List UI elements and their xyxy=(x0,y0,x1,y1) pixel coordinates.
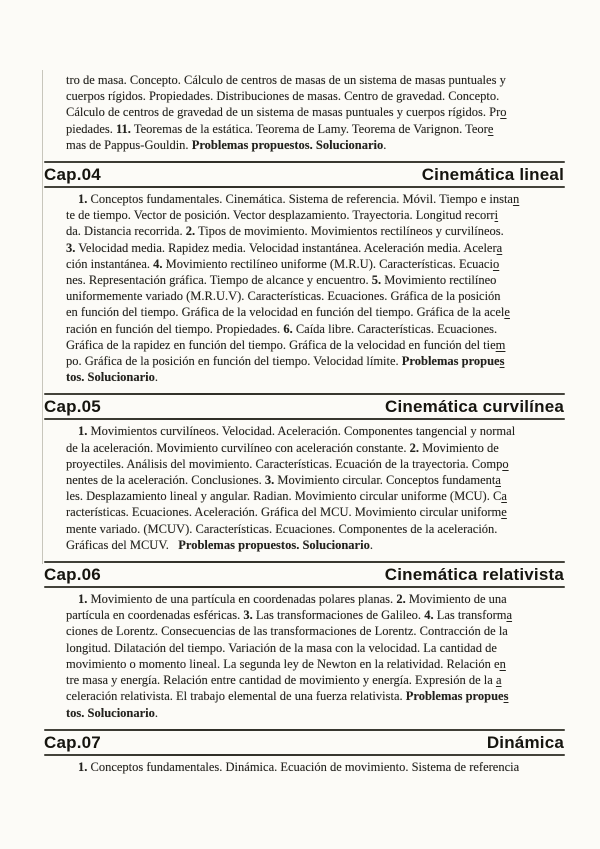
text-line: cuerpos rígidos. Propiedades. Distribuciones de masas. Centro de gravedad. Concepto. xyxy=(66,89,500,104)
text-line: 1. Movimiento de una partícula en coordenadas polares planas. 2. Movimiento de una xyxy=(78,592,507,607)
chapter-title: Cinemática relativista xyxy=(384,565,564,585)
header-underline xyxy=(44,586,565,588)
header-underline xyxy=(44,754,565,756)
text-line: ración en función del tiempo. Propiedades. 6. Caída libre. Características. Ecuaciones. xyxy=(66,321,498,336)
chapter-section-cap07 xyxy=(44,729,565,775)
chapter-label: Cap.06 xyxy=(44,565,101,585)
text-line: mas de Pappus-Gouldin. Problemas propuestos. Solucionario. xyxy=(66,137,387,152)
chapter-label: Cap.07 xyxy=(44,732,101,752)
chapter-section-cap05 xyxy=(44,393,565,553)
text-line: Cálculo de centros de gravedad de un sistema de masas puntuales y cuerpos rígidos. Pro xyxy=(66,105,507,120)
text-line: racterísticas. Ecuaciones. Aceleración. Gráfica del MCU. Movimiento circular uniforme xyxy=(66,505,507,520)
text-line: en función del tiempo. Gráfica de la velocidad en función del tiempo. Gráfica de la acele xyxy=(66,305,510,320)
text-line: ciones de Lorentz. Consecuencias de las transformaciones de Lorentz. Contracción de la xyxy=(66,624,508,639)
text-line: da. Distancia recorrida. 2. Tipos de movimiento. Movimientos rectilíneos y curvilíneos. xyxy=(66,224,504,239)
chapter-header xyxy=(44,395,565,418)
chapter-body xyxy=(44,759,565,775)
chapter-label: Cap.04 xyxy=(44,165,101,185)
text-line: Gráficas del MCUV. Problemas propuestos. Solucionario. xyxy=(66,537,373,552)
text-line: les. Desplazamiento lineal y angular. Radian. Movimiento circular uniforme (MCU). Ca xyxy=(66,489,507,504)
chapter-title: Dinámica xyxy=(486,732,564,752)
chapter-label: Cap.05 xyxy=(44,397,101,417)
text-line: 1. Conceptos fundamentales. Dinámica. Ecuación de movimiento. Sistema de referencia xyxy=(78,759,520,774)
text-line: mente variado. (MCUV). Características. Ecuaciones. Componentes de la aceleración. xyxy=(66,521,498,536)
intro-paragraph xyxy=(44,72,565,153)
chapter-title: Cinemática lineal xyxy=(421,165,564,185)
chapter-section-cap06 xyxy=(44,561,565,721)
chapter-body xyxy=(44,191,565,385)
text-line: ción instantánea. 4. Movimiento rectilíneo uniforme (M.R.U). Características. Ecuacio xyxy=(66,256,500,271)
text-line: Gráfica de la rapidez en función del tiempo. Gráfica de la velocidad en función del tiem xyxy=(66,337,506,352)
text-line: 3. Velocidad media. Rapidez media. Velocidad instantánea. Aceleración media. Acelera xyxy=(66,240,503,255)
text-line: longitud. Dilatación del tiempo. Variación de la masa con la velocidad. La cantidad de xyxy=(66,640,497,655)
text-line: tos. Solucionario. xyxy=(66,705,159,720)
chapter-body xyxy=(44,423,565,553)
chapter-header xyxy=(44,163,565,186)
chapter-section-cap04 xyxy=(44,161,565,385)
chapter-header xyxy=(44,731,565,754)
text-line: de la aceleración. Movimiento curvilíneo con aceleración constante. 2. Movimiento de xyxy=(66,440,499,455)
header-underline xyxy=(44,186,565,188)
text-line: proyectiles. Análisis del movimiento. Características. Ecuación de la trayectoria. Compo xyxy=(66,456,509,471)
text-line: piedades. 11. Teoremas de la estática. Teorema de Lamy. Teorema de Varignon. Teore xyxy=(66,121,494,136)
text-line: 1. Movimientos curvilíneos. Velocidad. Aceleración. Componentes tangencial y normal xyxy=(78,424,516,439)
chapter-body xyxy=(44,591,565,721)
text-line: nentes de la aceleración. Conclusiones. 3. Movimiento circular. Conceptos fundamenta xyxy=(66,473,501,488)
text-line: tre masa y energía. Relación entre cantidad de movimiento y energía. Expresión de la a xyxy=(66,673,502,688)
text-line: po. Gráfica de la posición en función del tiempo. Velocidad límite. Problemas propues xyxy=(66,354,505,369)
text-line: tos. Solucionario. xyxy=(66,370,159,385)
text-line: tro de masa. Concepto. Cálculo de centros de masas de un sistema de masas puntuales y xyxy=(66,73,506,87)
chapter-header xyxy=(44,563,565,586)
text-line: nes. Representación gráfica. Tiempo de alcance y encuentro. 5. Movimiento rectilíneo xyxy=(66,273,497,288)
text-line: 1. Conceptos fundamentales. Cinemática. Sistema de referencia. Móvil. Tiempo e instan xyxy=(78,192,520,207)
text-line: partícula en coordenadas esféricas. 3. Las transformaciones de Galileo. 4. Las transforma xyxy=(66,608,513,623)
header-underline xyxy=(44,418,565,420)
text-block xyxy=(44,72,565,775)
text-line: te de tiempo. Vector de posición. Vector desplazamiento. Trayectoria. Longitud recorri xyxy=(66,208,499,223)
text-line: movimiento o momento lineal. La segunda ley de Newton en la relatividad. Relación en xyxy=(66,656,506,671)
text-line: celeración relativista. El trabajo elemental de una fuerza relativista. Problemas propues xyxy=(66,689,509,704)
page-margin-line xyxy=(42,70,43,564)
text-line: uniformemente variado (M.R.U.V). Características. Ecuaciones. Gráfica de la posición xyxy=(66,289,501,304)
chapter-title: Cinemática curvilínea xyxy=(385,397,564,417)
